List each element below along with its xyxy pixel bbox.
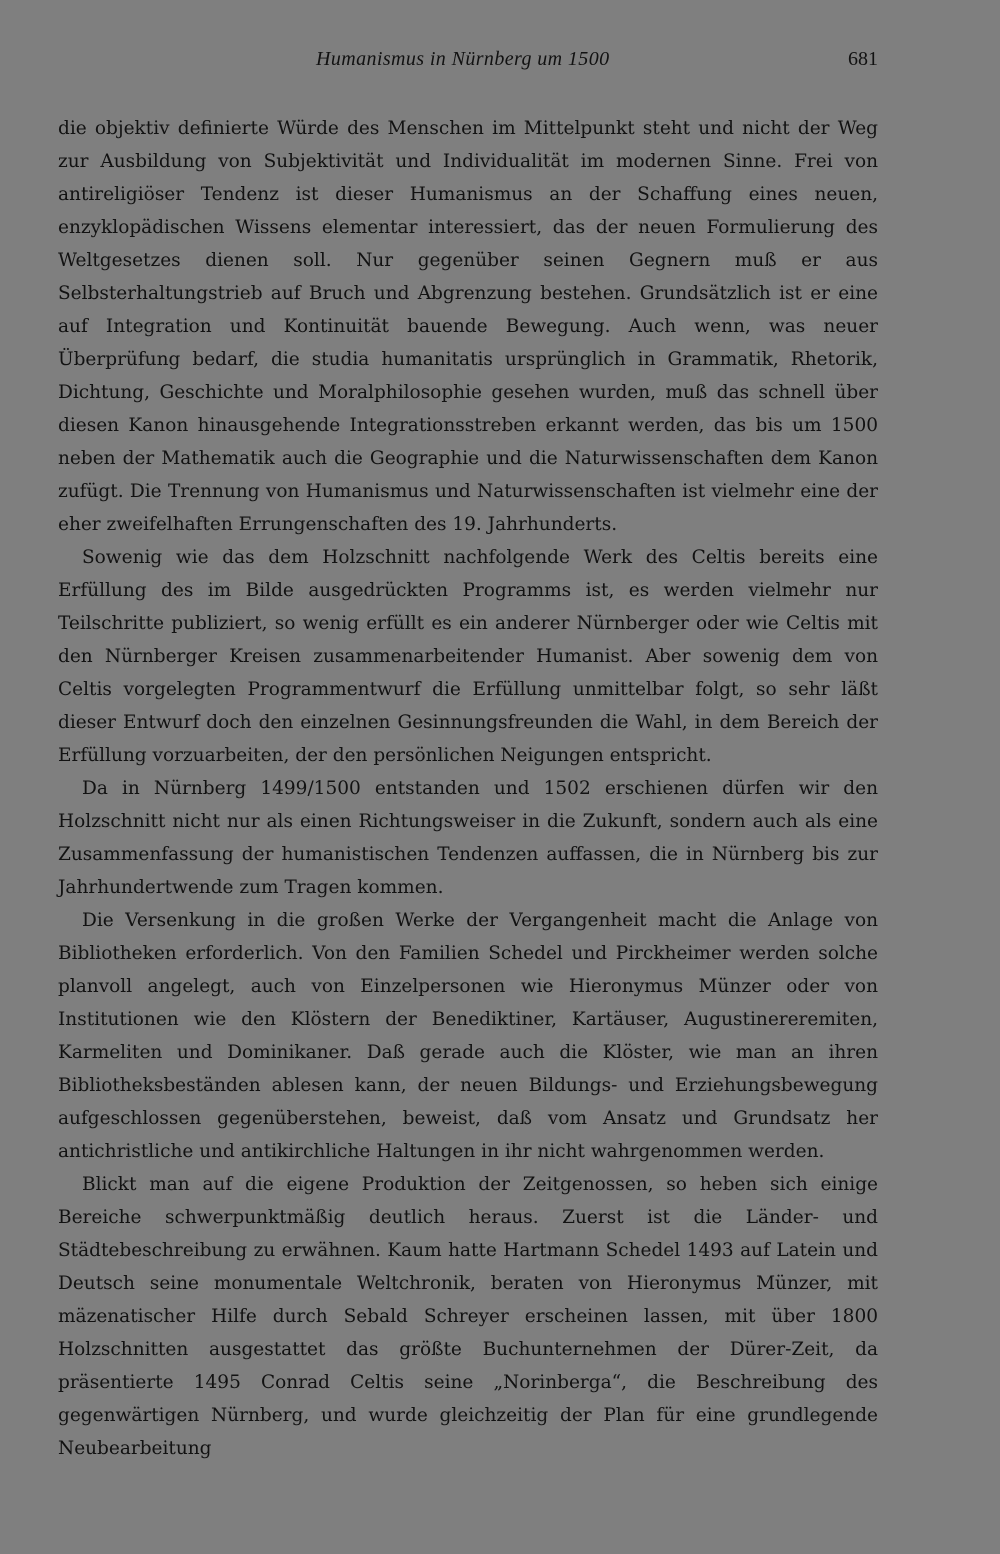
paragraph: Da in Nürnberg 1499/1500 entstanden und 1502 erschienen dürfen wir den Holzschnitt nicht nur als einen Richtungsweiser in die Zukunft, sondern auch als eine Zusammenfassung der humanistischen Tendenzen auffassen, die in Nürnberg bis zur Jahrhundertwende zum Tragen kommen. [58,778,878,898]
paragraph: Sowenig wie das dem Holzschnitt nachfolgende Werk des Celtis bereits eine Erfüllung des im Bilde ausgedrückten Programms ist, es werden vielmehr nur Teilschritte publiziert, so wenig erfüllt es ein anderer Nürnberger oder wie Celtis mit den Nürnberger Kreisen zusammenarbeitender Humanist. Aber sowenig dem von Celtis vorgelegten Programmentwurf die Erfüllung unmittelbar folgt, so sehr läßt dieser Entwurf doch den einzelnen Gesinnungsfreunden die Wahl, in dem Bereich der Erfüllung vorzuarbeiten, der den persönlichen Neigungen entspricht. [58,547,878,766]
paragraph: Blickt man auf die eigene Produktion der Zeitgenossen, so heben sich einige Bereiche schwerpunktmäßig deutlich heraus. Zuerst ist die Länder- und Städtebeschreibung zu erwähnen. Kaum hatte Hartmann Schedel 1493 auf Latein und Deutsch seine monumentale Weltchronik, beraten von Hieronymus Münzer, mit mäzenatischer Hilfe durch Sebald Schreyer erscheinen lassen, mit über 1800 Holzschnitten ausgestattet das größte Buchunternehmen der Dürer-Zeit, da präsentierte 1495 Conrad Celtis seine „Norinberga“, die Beschreibung des gegenwärtigen Nürnberg, und wurde gleichzeitig der Plan für eine grundlegende Neubearbeitung [58,1174,878,1459]
page-number: 681 [848,48,878,70]
paragraph: die objektiv definierte Würde des Menschen im Mittelpunkt steht und nicht der Weg zur Ausbildung von Subjektivität und Individualität im modernen Sinne. Frei von antireligiöser Tendenz ist dieser Humanismus an der Schaffung eines neuen, enzyklopädischen Wissens elementar interessiert, das der neuen Formulierung des Weltgesetzes dienen soll. Nur gegenüber seinen Gegnern muß er aus Selbsterhaltungstrieb auf Bruch und Abgrenzung bestehen. Grundsätzlich ist er eine auf Integration und Kontinuität bauende Bewegung. Auch wenn, was neuer Überprüfung bedarf, die studia humanitatis ursprünglich in Grammatik, Rhetorik, Dichtung, Geschichte und Moralphilosophie gesehen wurden, muß das schnell über diesen Kanon hinausgehende Integrationsstreben erkannt werden, das bis um 1500 neben der Mathematik auch die Geographie und die Naturwissenschaften dem Kanon zufügt. Die Trennung von Humanismus und Naturwissenschaften ist vielmehr eine der eher zweifelhaften Errungenschaften des 19. Jahrhunderts. [58,118,878,535]
paragraph: Die Versenkung in die großen Werke der Vergangenheit macht die Anlage von Bibliotheken erforderlich. Von den Familien Schedel und Pirckheimer werden solche planvoll angelegt, auch von Einzelpersonen wie Hieronymus Münzer oder von Institutionen wie den Klöstern der Benediktiner, Kartäuser, Augustinereremiten, Karmeliten und Dominikaner. Daß gerade auch die Klöster, wie man an ihren Bibliotheksbeständen ablesen kann, der neuen Bildungs- und Erziehungsbewegung aufgeschlossen gegenüberstehen, beweist, daß vom Ansatz und Grundsatz her antichristliche und antikirchliche Haltungen in ihr nicht wahrgenommen werden. [58,910,878,1162]
text-body [58,112,878,1465]
running-head [58,48,878,78]
running-title: Humanismus in Nürnberg um 1500 [316,48,610,70]
